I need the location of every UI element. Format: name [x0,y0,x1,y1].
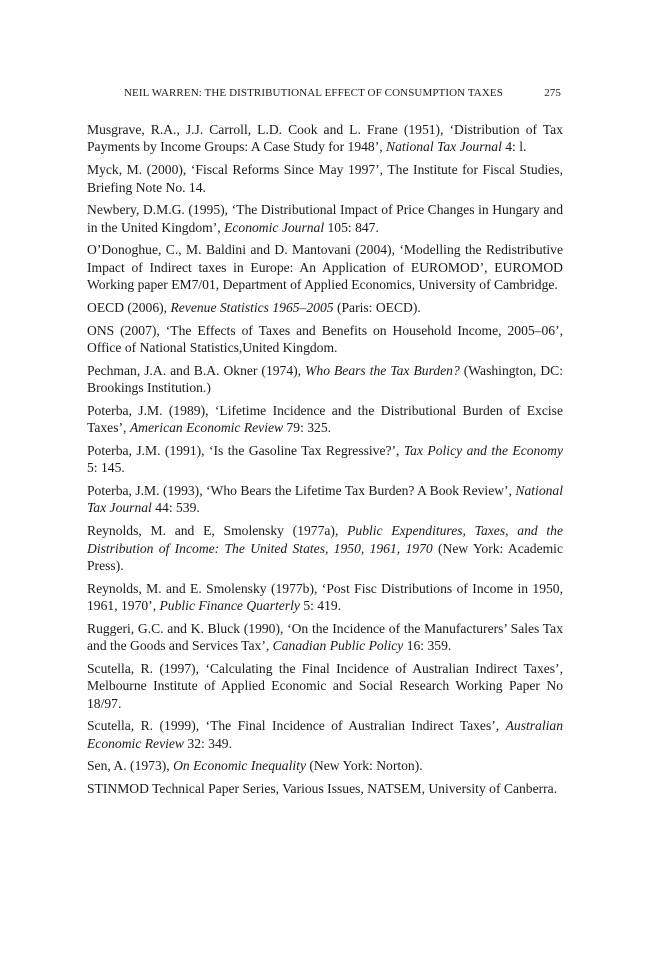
reference-text: Myck, M. (2000), ‘Fiscal Reforms Since May 1997’, The Institute for Fiscal Studies, Briefing Note No. 14. [87,162,563,195]
reference-text: OECD (2006), [87,299,171,315]
reference-entry [87,482,563,517]
reference-entry [87,121,563,156]
reference-list [87,121,563,803]
reference-text: Scutella, R. (1999), ‘The Final Incidence of Australian Indirect Taxes’, [87,718,506,734]
reference-text: Pechman, J.A. and B.A. Okner (1974), [87,362,306,378]
reference-entry [87,780,563,797]
reference-text: Musgrave, R.A., J.J. Carroll, L.D. Cook and L. Frane (1951), ‘Distribution of Tax Payments by Income Groups: A Case Study for 1948’, [87,122,563,155]
reference-entry [87,161,563,196]
reference-text: 79: 325. [283,420,332,436]
reference-entry [87,442,563,477]
running-header [124,87,561,99]
reference-text: 5: 419. [299,598,342,614]
reference-text: Newbery, D.M.G. (1995), ‘The Distributional Impact of Price Changes in Hungary and in the United Kingdom’, [87,202,563,235]
reference-entry [87,201,563,236]
reference-entry [87,522,563,574]
reference-italic-title: Public Finance Quarterly [159,598,300,614]
reference-italic-title: National Tax Journal [386,139,502,155]
reference-text: Reynolds, M. and E, Smolensky (1977a), [87,523,348,539]
reference-entry [87,362,563,397]
reference-italic-title: Public Expenditures, Taxes, and the Distribution of Income: The United States, 1950, 1961, 1970 [87,523,564,556]
reference-text: Scutella, R. (1997), ‘Calculating the Final Incidence of Australian Indirect Taxes’, Melbourne Institute of Applied Economic and Social Research Working Paper No 18/97. [87,660,563,711]
running-title: NEIL WARREN: THE DISTRIBUTIONAL EFFECT OF CONSUMPTION TAXES [124,87,503,99]
reference-text: O’Donoghue, C., M. Baldini and D. Mantovani (2004), ‘Modelling the Redistributive Impact of Indirect taxes in Europe: An Application of EUROMOD’, EUROMOD Working paper EM7/01, Department of Applied Economics, University of Cambridge. [87,242,563,293]
reference-text: Poterba, J.M. (1993), ‘Who Bears the Lifetime Tax Burden? A Book Review’, [87,482,516,498]
reference-entry [87,402,563,437]
page-number: 275 [544,87,561,99]
reference-text: 105: 847. [324,219,379,235]
reference-text: (Paris: OECD). [333,299,421,315]
reference-text: Sen, A. (1973), [87,758,174,774]
reference-text: Ruggeri, G.C. and K. Bluck (1990), ‘On the Incidence of the Manufacturers’ Sales Tax and the Goods and Services Tax’, [87,620,563,654]
reference-italic-title: On Economic Inequality [173,758,306,774]
reference-text: STINMOD Technical Paper Series, Various Issues, NATSEM, University of Canberra. [87,781,558,797]
reference-italic-title: Tax Policy and the Economy [403,442,563,458]
reference-italic-title: National Tax Journal [87,482,563,516]
reference-text: Reynolds, M. and E. Smolensky (1977b), ‘Post Fisc Distributions of Income in 1950, 1961, 1970’, [87,580,563,614]
reference-text: (New York: Academic Press). [87,540,563,573]
reference-italic-title: Economic Journal [224,219,325,235]
reference-text: ONS (2007), ‘The Effects of Taxes and Benefits on Household Income, 2005–06’, Office of National Statistics,United Kingdom. [87,322,563,355]
reference-entry [87,620,563,655]
reference-italic-title: Australian Economic Review [87,718,563,751]
reference-entry [87,299,563,316]
reference-italic-title: Who Bears the Tax Burden? [305,362,460,378]
reference-text: Poterba, J.M. (1989), ‘Lifetime Incidence and the Distributional Burden of Excise Taxes’, [87,402,563,436]
reference-text: 44: 539. [151,500,200,516]
reference-text: 5: 145. [87,460,125,476]
reference-text: 4: l. [501,139,527,155]
reference-entry [87,580,563,615]
reference-text: Poterba, J.M. (1991), ‘Is the Gasoline Tax Regressive?’, [87,442,404,458]
reference-entry [87,322,563,357]
reference-text: (New York: Norton). [305,758,423,774]
reference-italic-title: Canadian Public Policy [272,638,404,654]
reference-entry [87,717,563,752]
reference-text: 16: 359. [403,638,452,654]
reference-entry [87,660,563,712]
reference-text: 32: 349. [184,735,232,751]
reference-text: (Washington, DC: Brookings Institution.) [87,362,563,396]
reference-entry [87,757,563,774]
reference-entry [87,241,563,293]
reference-italic-title: Revenue Statistics 1965–2005 [170,299,334,315]
reference-italic-title: American Economic Review [129,420,284,436]
